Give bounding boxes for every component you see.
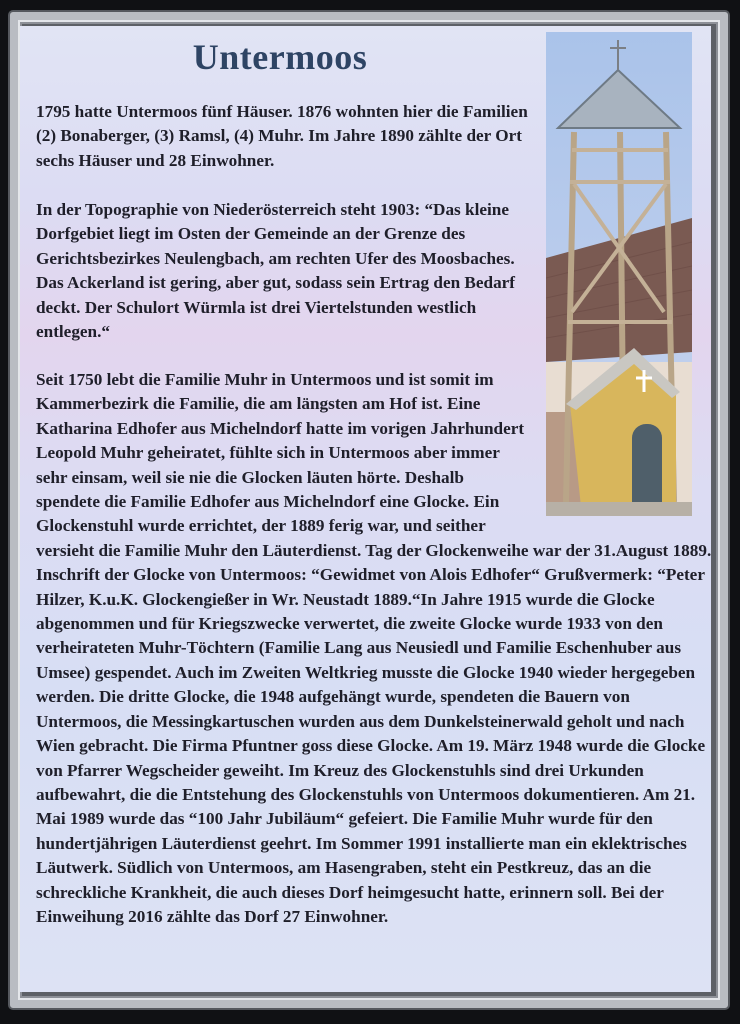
paragraph-bell-history-text: Seit 1750 lebt die Familie Muhr in Untermoos und ist somit im Kammerbezirk die Familie, die am längsten am Hof ist. Eine Katharina Edhofer aus Michelndorf hatte im vorigen Jahrhundert Leopold Muhr geheiratet, fühlte sich in Untermoos aber immer sehr einsam, weil sie nie die Glocken läuten hörte. Deshalb spendete die Familie Edhofer aus Michelndorf eine Glocke. Ein Glockenstuhl wurde errichtet, der 1889 ferig war, und seither versieht die Familie Muhr den Läuterdienst. Tag der Glockenweihe war der 31.August 1889. Inschrift der Glocke von Untermoos: “Gewidmet von Alois Edhofer“ Grußvermerk: “Peter Hilzer, K.u.K. Glockengießer in Wr. Neustadt 1889.“In Jahre 1915 wurde die Glocke abgenommen und für Kriegszwecke verwertet, die zweite Glocke wurde 1933 von den verheirateten Muhr-Töchtern (Familie Lang aus Neusiedl und Familie Eschenhuber aus Umsee) gespendet. Auch im Zweiten Weltkrieg musste die Glocke 1940 wieder hergegeben werden. Die dritte Glocke, die 1948 aufgehängt wurde, spendeten die Bauern von Untermoos, die Messingkartuschen wurden aus dem Dunkelsteinerwald geholt und nach Wien gebracht. Die Firma Pfuntner goss diese Glocke. Am 19. März 1948 wurde die Glocke von Pfarrer Wegscheider geweiht. Im Kreuz des Glockenstuhls sind drei Urkunden aufbewahrt, die die Entstehung des Glockenstuhls von Untermoos dokumentieren. Am 21. Mai 1989 wurde das “100 Jahr Jubiläum“ gefeiert. Die Familie Muhr wurde für den hundertjährigen Läuterdienst geehrt. Im Sommer 1991 installierte man ein eklektrisches Läutwerk. Südlich von Untermoos, am Hasengraben, steht ein Pestkreuz, das an die schreckliche Krankheit, die auch dieses Dorf heimgesucht hatte, erinnern soll. Bei der Einweihung 2016 zählte das Dorf 27 Einwohner.: [36, 370, 711, 926]
paragraph-topography: In der Topographie von Niederösterreich steht 1903: “Das kleine Dorfgebiet liegt im Osten der Gemeinde an der Grenze des Gerichtsbezirkes Neulengbach, am rechten Ufer des Moosbaches. Das Ackerland ist gering, aber gut, sodass sein Ertrag den Bedarf deckt. Der Schulort Würmla ist drei Viertelstunden westlich entlegen.“: [36, 200, 516, 342]
information-panel: [20, 26, 711, 992]
bell-tower-illustration: [546, 32, 692, 516]
bell-tower-photo: [546, 32, 692, 516]
page-title: Untermoos: [192, 37, 368, 77]
paragraph-history: 1795 hatte Untermoos fünf Häuser. 1876 wohnten hier die Familien (2) Bonaberger, (3) Ramsl, (4) Muhr. Im Jahre 1890 zählte der Ort sechs Häuser und 28 Einwohner.: [36, 102, 528, 170]
